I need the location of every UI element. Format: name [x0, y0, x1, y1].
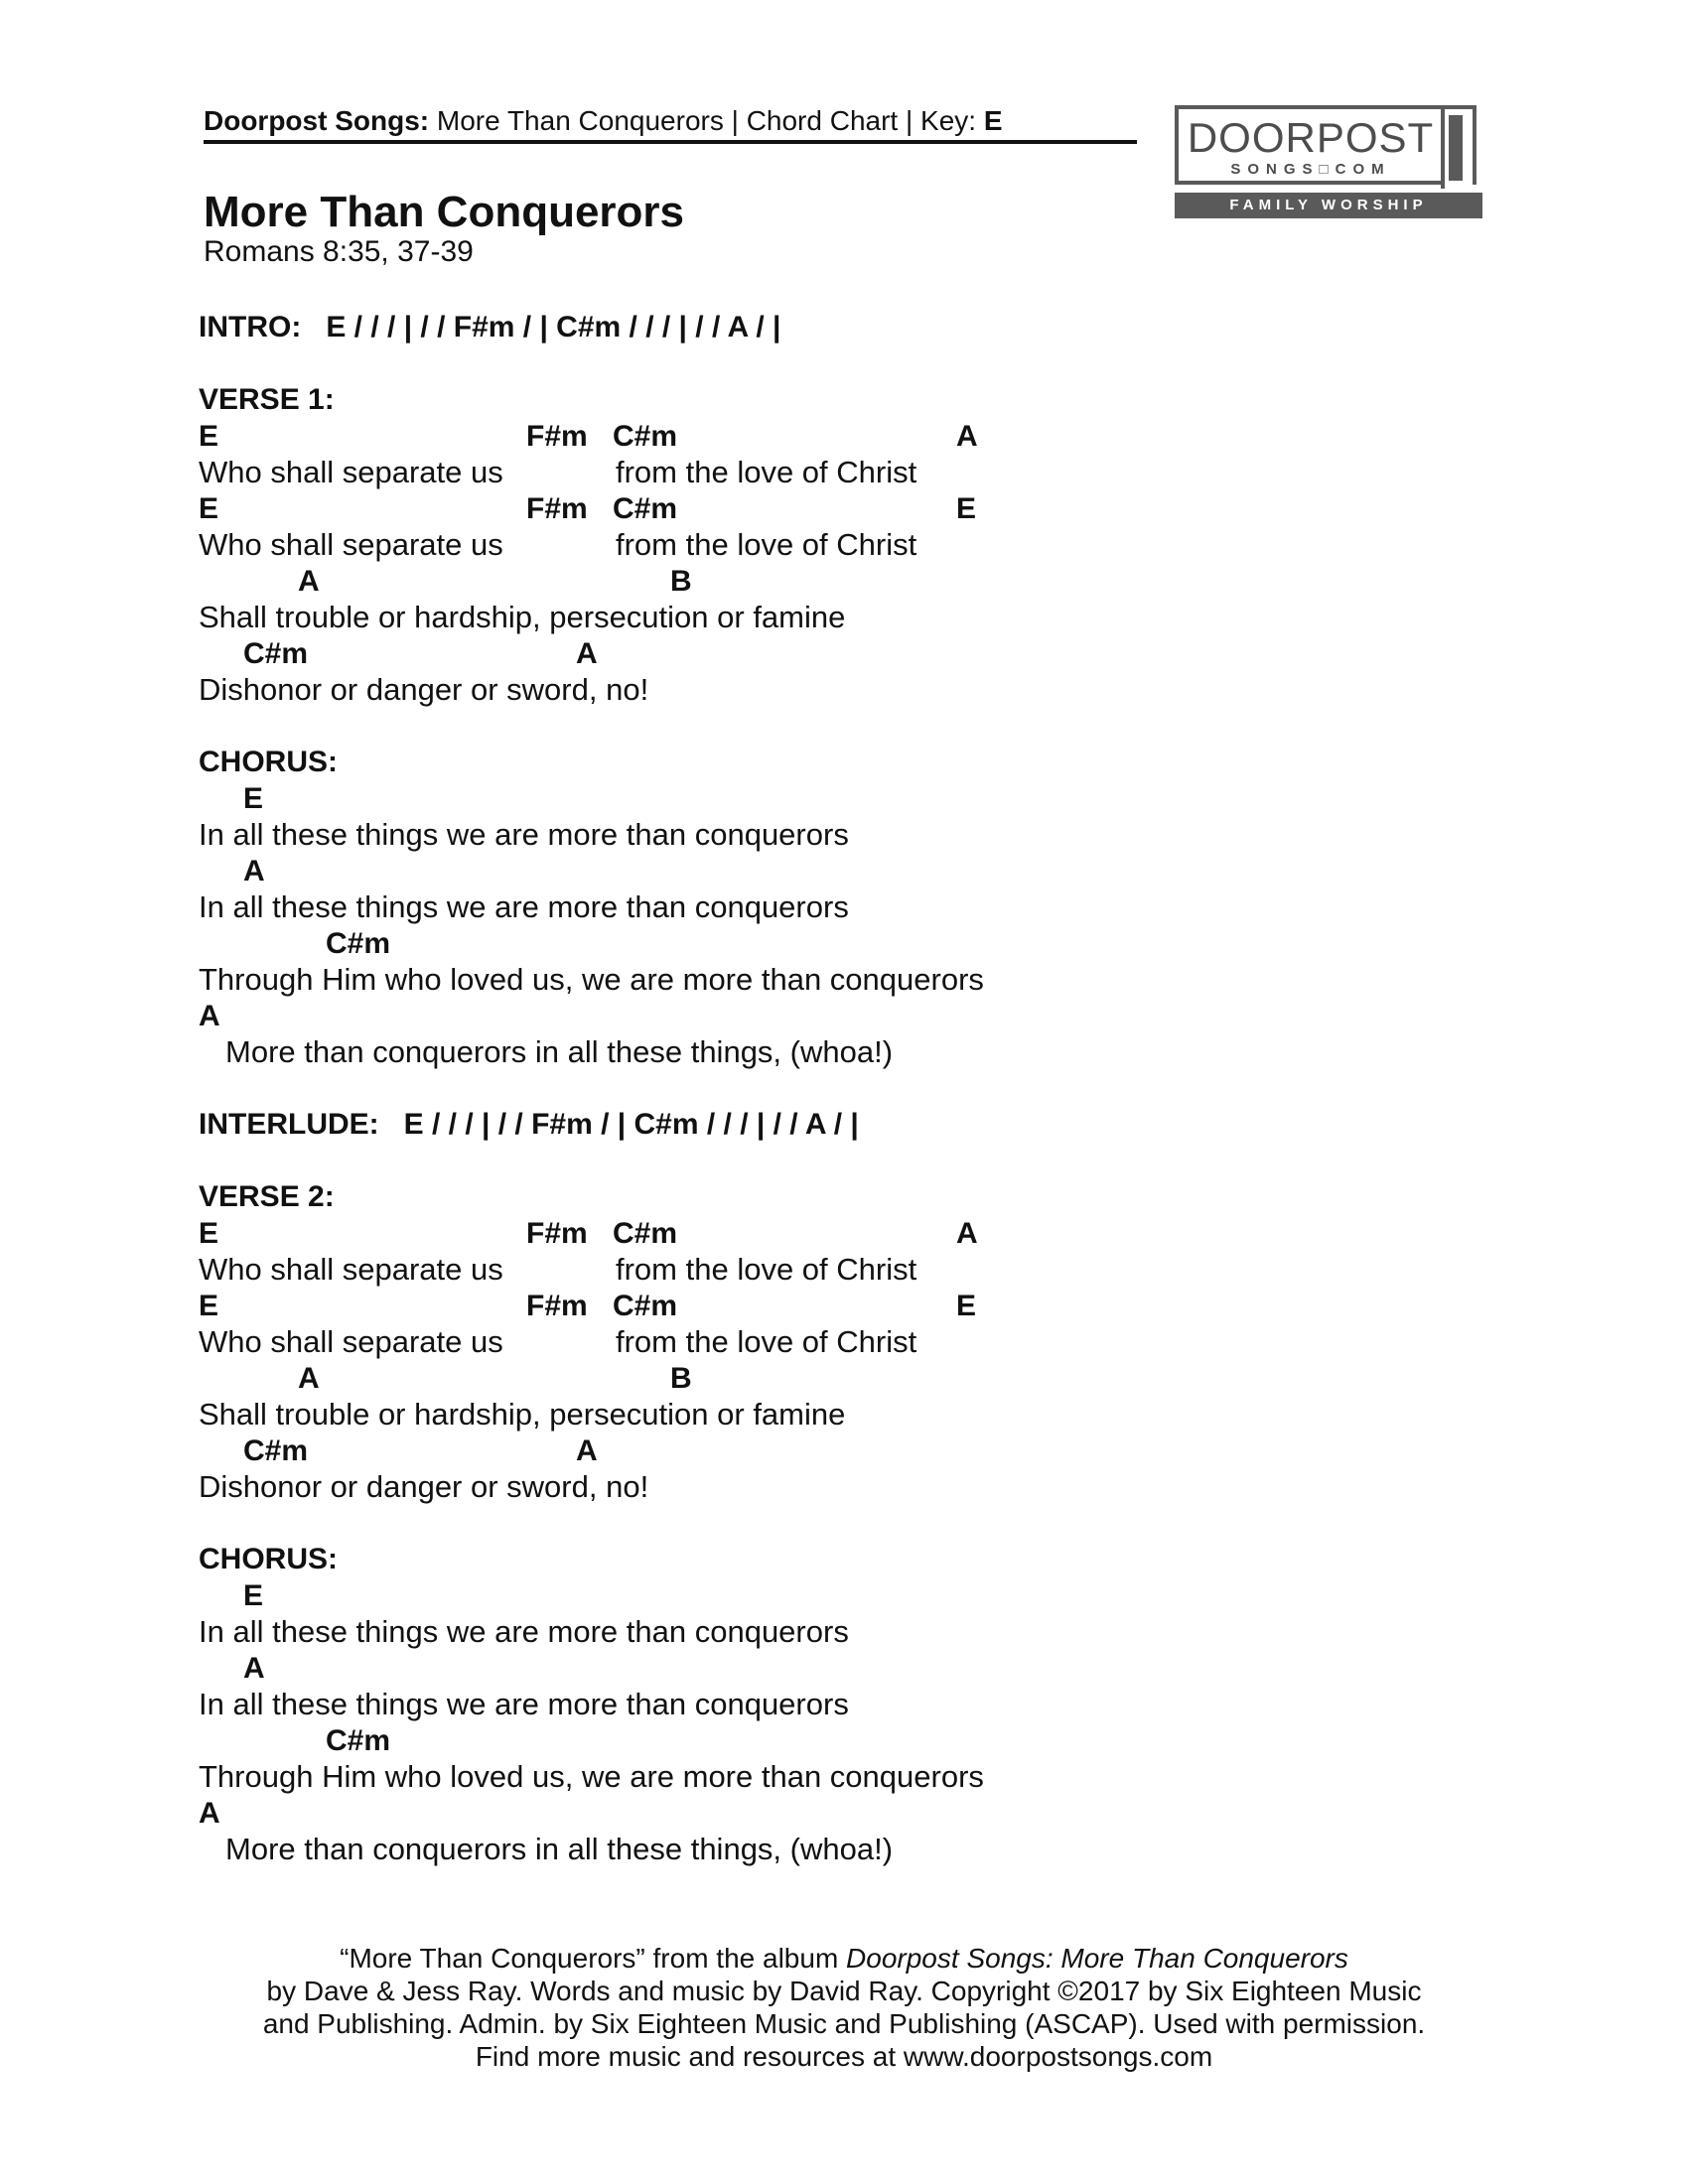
lyric-text: Dishonor or danger or sword, no!	[199, 672, 649, 707]
lyric-line	[199, 1614, 1489, 1651]
spacer	[199, 1071, 1489, 1108]
footer-line: and Publishing. Admin. by Six Eighteen Music and Publishing (ASCAP). Used with permission.	[262, 2008, 1426, 2039]
chord: E	[243, 781, 264, 815]
chord-line	[199, 1361, 1489, 1398]
album-title: Doorpost Songs: More Than Conquerors	[846, 1943, 1348, 1974]
verse-2-label: VERSE 2:	[199, 1180, 335, 1213]
lyric-line	[199, 889, 1489, 926]
lyric-text: from the love of Christ	[616, 1252, 917, 1287]
header-chart-type: Chord Chart	[746, 105, 899, 136]
lyric-line	[199, 1034, 1489, 1071]
lyric-line	[199, 1324, 1489, 1361]
chord-line	[199, 926, 1489, 963]
chord: E	[243, 1578, 264, 1612]
lyric-text: Who shall separate us	[199, 1324, 503, 1359]
chord: A	[956, 419, 978, 453]
lyric-text: Who shall separate us	[199, 455, 503, 489]
header-song: More Than Conquerors	[436, 105, 724, 136]
logo-frame	[1175, 105, 1477, 185]
lyric-line	[199, 1687, 1489, 1723]
lyric-line	[199, 1469, 1489, 1506]
header-separator: |	[731, 105, 739, 136]
lyric-text: In all these things we are more than conquerors	[199, 817, 849, 852]
copyright-footer	[149, 1942, 1539, 2073]
spacer	[199, 1506, 1489, 1543]
chord-line	[199, 419, 1489, 456]
chord: A	[576, 636, 598, 670]
intro-chords: E / / / | / / F#m / | C#m / / / | / / A / |	[318, 311, 781, 343]
logo-subtext: SONGS□COM	[1230, 161, 1391, 178]
footer-text: Find more music and resources at	[475, 2041, 904, 2072]
lyric-text: from the love of Christ	[616, 527, 917, 562]
header-key-value: E	[983, 105, 1003, 136]
chord: A	[956, 1216, 978, 1250]
chord: E	[199, 1289, 219, 1322]
interlude-chords: E / / / | / / F#m / | C#m / / / | / / A / |	[395, 1108, 859, 1141]
chord: C#m	[613, 1216, 678, 1250]
lyric-text: Shall trouble or hardship, persecution or famine	[199, 600, 846, 634]
chord: F#m	[526, 419, 588, 453]
chord-line	[199, 999, 1489, 1035]
lyric-text: In all these things we are more than conquerors	[199, 1687, 849, 1721]
chord: A	[199, 1796, 220, 1830]
logo-wordmark: DOORPOST	[1187, 114, 1435, 161]
chord: C#m	[243, 636, 309, 670]
lyric-text: Through Him who loved us, we are more than conquerors	[199, 962, 984, 997]
chord: A	[298, 564, 320, 598]
lyric-text: Through Him who loved us, we are more than conquerors	[199, 1759, 984, 1794]
lyric-text: Dishonor or danger or sword, no!	[199, 1469, 649, 1504]
chord: E	[956, 491, 977, 525]
lyric-line	[199, 455, 1489, 491]
lyric-line	[199, 527, 1489, 564]
song-title: More Than Conquerors	[204, 188, 685, 236]
spacer	[199, 1144, 1489, 1180]
logo-band: FAMILY WORSHIP	[1175, 193, 1482, 218]
chord-line	[199, 636, 1489, 673]
lyric-text: More than conquerors in all these things, (whoa!)	[225, 1832, 894, 1866]
intro-label: INTRO:	[199, 311, 318, 343]
chord: C#m	[243, 1433, 309, 1467]
spacer	[199, 709, 1489, 746]
header-rule	[204, 140, 1137, 144]
chord-line	[199, 491, 1489, 528]
door-icon	[1441, 109, 1473, 189]
lyric-text: from the love of Christ	[616, 1324, 917, 1359]
lyric-text: In all these things we are more than conquerors	[199, 889, 849, 924]
lyric-line	[199, 1832, 1489, 1868]
chord: B	[670, 564, 692, 598]
chorus-1-label: CHORUS:	[199, 746, 338, 778]
footer-text: “More Than Conquerors” from the album	[340, 1943, 847, 1974]
chord-line	[199, 854, 1489, 890]
page-header	[204, 103, 1137, 139]
chord: F#m	[526, 1289, 588, 1322]
chord-line	[199, 1289, 1489, 1325]
chord: E	[199, 419, 219, 453]
chord: B	[670, 1361, 692, 1395]
chord-line	[199, 1651, 1489, 1688]
footer-line: by Dave & Jess Ray. Words and music by David Ray. Copyright ©2017 by Six Eighteen Music	[266, 1976, 1422, 2006]
lyric-line	[199, 1397, 1489, 1433]
chord-line	[199, 781, 1489, 818]
header-brand: Doorpost Songs:	[204, 105, 430, 136]
spacer	[199, 346, 1489, 383]
header-separator: |	[905, 105, 914, 136]
chord: C#m	[326, 926, 391, 960]
footer-line	[149, 2040, 1539, 2073]
chord: C#m	[613, 1289, 678, 1322]
lyric-line	[199, 672, 1489, 709]
chord: A	[298, 1361, 320, 1395]
scripture-reference: Romans 8:35, 37-39	[204, 235, 474, 268]
lyric-text: Who shall separate us	[199, 1252, 503, 1287]
interlude-progression	[199, 1107, 1489, 1144]
chord-line	[199, 1216, 1489, 1253]
chord: A	[243, 1651, 265, 1685]
chord: C#m	[326, 1723, 391, 1757]
chord-line	[199, 564, 1489, 601]
chord-line	[199, 1723, 1489, 1760]
chord-line	[199, 1433, 1489, 1470]
chorus-2-label: CHORUS:	[199, 1543, 338, 1575]
chord-sheet	[199, 310, 1489, 1868]
chord: A	[199, 999, 220, 1032]
lyric-line	[199, 1759, 1489, 1796]
lyric-text: Shall trouble or hardship, persecution or famine	[199, 1397, 846, 1432]
lyric-line	[199, 962, 1489, 999]
chord: A	[243, 854, 265, 887]
website-link[interactable]: www.doorpostsongs.com	[903, 2041, 1213, 2072]
chord: E	[199, 1216, 219, 1250]
lyric-line	[199, 1252, 1489, 1289]
chord-line	[199, 1796, 1489, 1833]
header-key-label: Key:	[920, 105, 977, 136]
footer-line	[149, 1942, 1539, 1975]
verse-1-label: VERSE 1:	[199, 383, 335, 416]
doorpost-logo	[1175, 105, 1482, 218]
interlude-label: INTERLUDE:	[199, 1108, 396, 1141]
chord-line	[199, 1578, 1489, 1615]
lyric-text: Who shall separate us	[199, 527, 503, 562]
lyric-text: More than conquerors in all these things, (whoa!)	[225, 1034, 894, 1069]
chord: F#m	[526, 491, 588, 525]
intro-progression	[199, 310, 1489, 346]
chord: F#m	[526, 1216, 588, 1250]
lyric-line	[199, 817, 1489, 854]
lyric-text: In all these things we are more than conquerors	[199, 1614, 849, 1649]
chord: A	[576, 1433, 598, 1467]
chord: C#m	[613, 419, 678, 453]
chord: E	[956, 1289, 977, 1322]
chord: E	[199, 491, 219, 525]
chord: C#m	[613, 491, 678, 525]
lyric-text: from the love of Christ	[616, 455, 917, 489]
lyric-line	[199, 600, 1489, 636]
